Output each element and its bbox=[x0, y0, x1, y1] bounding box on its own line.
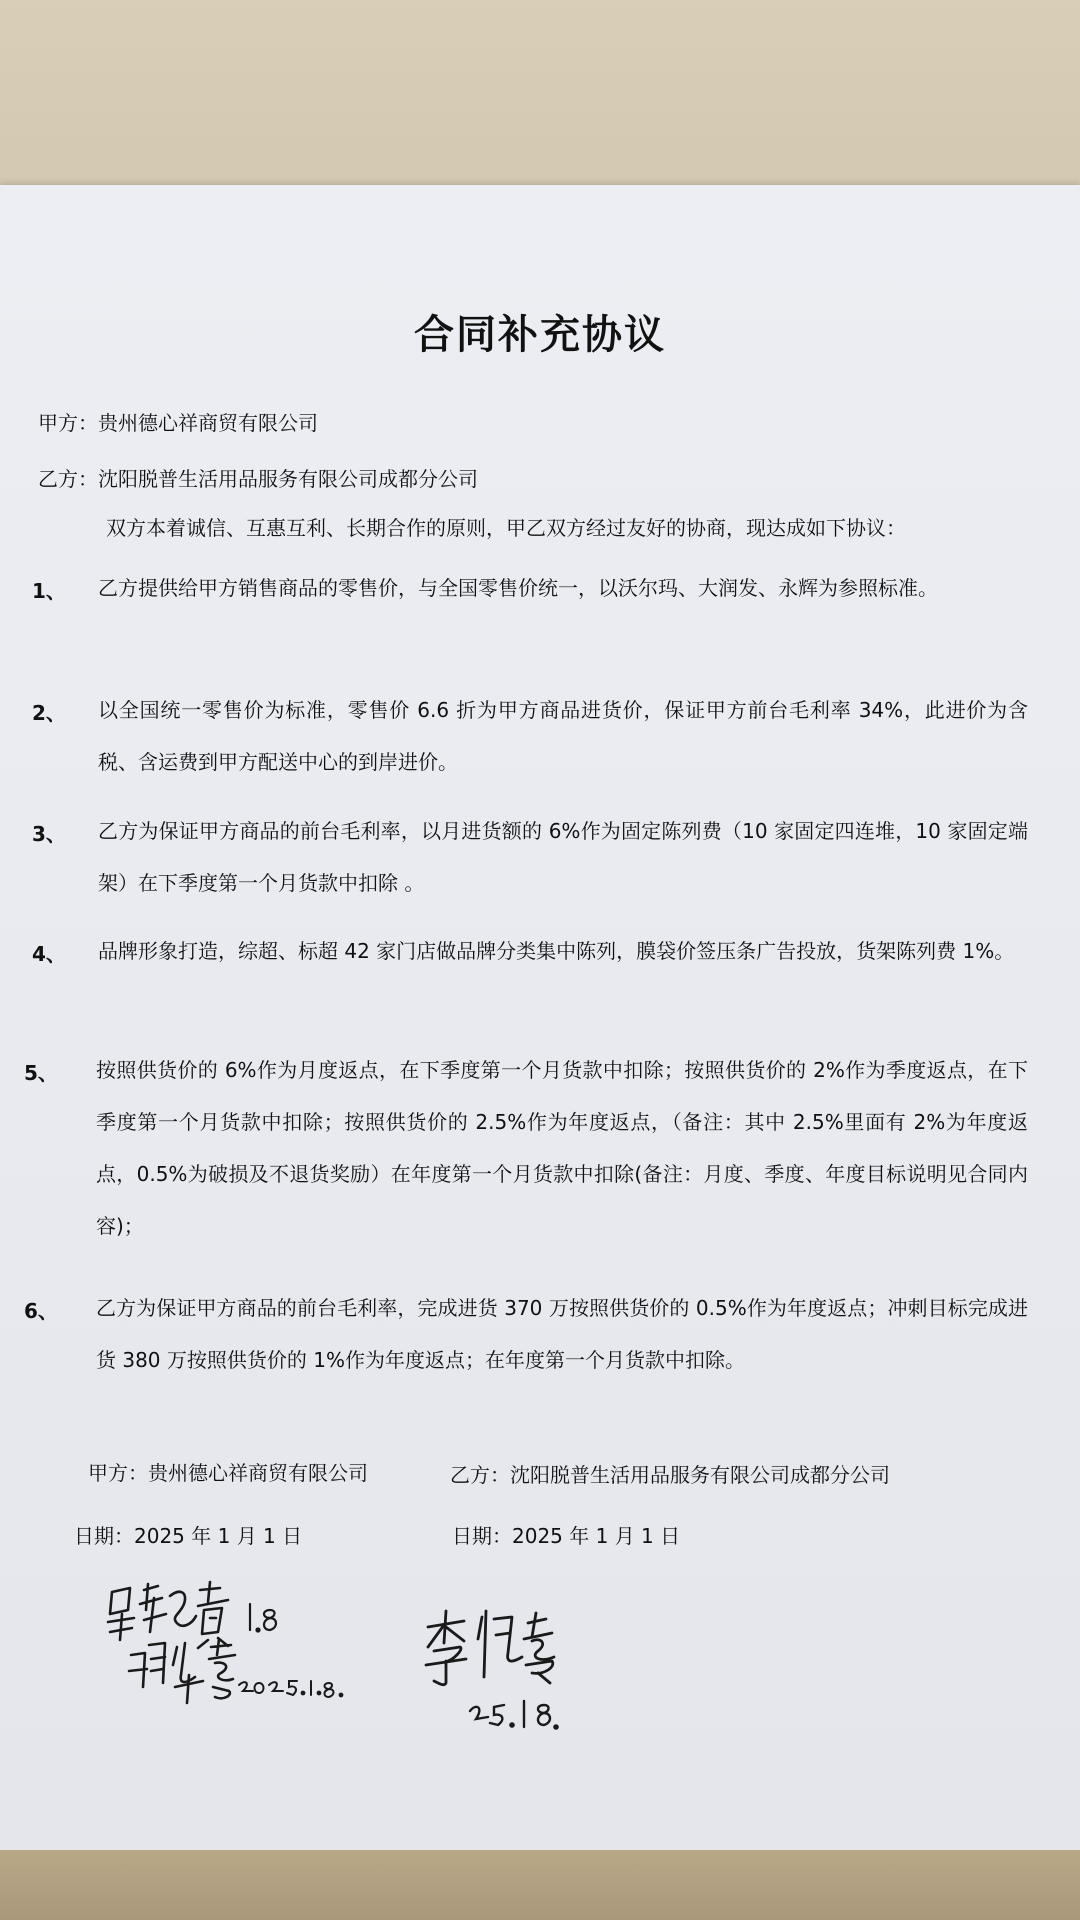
document-page bbox=[0, 185, 1080, 1850]
clause-number: 4、 bbox=[32, 942, 66, 966]
clause-text: 乙方为保证甲方商品的前台毛利率，以月进货额的 6%作为固定陈列费（10 家固定四连堆，10 家固定端架）在下季度第一个月货款中扣除 。 bbox=[98, 819, 1028, 895]
clause-text: 以全国统一零售价为标准，零售价 6.6 折为甲方商品进货价，保证甲方前台毛利率 34%，此进价为含税、含运费到甲方配送中心的到岸进价。 bbox=[98, 698, 1028, 774]
signature-party-b: 乙方：沈阳脱普生活用品服务有限公司成都分公司 bbox=[450, 1463, 890, 1487]
clause-number: 6、 bbox=[24, 1299, 58, 1323]
handwritten-signature-2 bbox=[125, 1625, 355, 1715]
handwritten-signature-3 bbox=[420, 1603, 590, 1753]
party-a-line: 甲方：贵州德心祥商贸有限公司 bbox=[38, 411, 318, 435]
signature-date-b: 日期：2025 年 1 月 1 日 bbox=[452, 1524, 681, 1548]
desk-surface bbox=[0, 1850, 1080, 1920]
clause-text: 品牌形象打造，综超、标超 42 家门店做品牌分类集中陈列，膜袋价签压条广告投放，货架陈列费 1%。 bbox=[98, 939, 1015, 963]
clause-number: 2、 bbox=[32, 701, 66, 725]
intro-paragraph: 双方本着诚信、互惠互利、长期合作的原则，甲乙双方经过友好的协商，现达成如下协议： bbox=[106, 516, 906, 540]
document-title: 合同补充协议 bbox=[414, 312, 666, 358]
signature-party-a: 甲方：贵州德心祥商贸有限公司 bbox=[88, 1461, 368, 1485]
party-b-line: 乙方：沈阳脱普生活用品服务有限公司成都分公司 bbox=[38, 467, 478, 491]
clause-number: 3、 bbox=[32, 822, 66, 846]
clause-text: 乙方提供给甲方销售商品的零售价，与全国零售价统一，以沃尔玛、大润发、永辉为参照标准。 bbox=[98, 576, 938, 600]
signature-date-a: 日期：2025 年 1 月 1 日 bbox=[74, 1524, 303, 1548]
clause-number: 1、 bbox=[32, 579, 66, 603]
clause-number: 5、 bbox=[24, 1061, 58, 1085]
clause-text: 乙方为保证甲方商品的前台毛利率，完成进货 370 万按照供货价的 0.5%作为年度返点；冲刺目标完成进货 380 万按照供货价的 1%作为年度返点；在年度第一个月货款中扣除。 bbox=[96, 1296, 1028, 1372]
clause-text: 按照供货价的 6%作为月度返点，在下季度第一个月货款中扣除；按照供货价的 2%作为季度返点，在下季度第一个月货款中扣除；按照供货价的 2.5%作为年度返点，（备注：其中 2.5%里面有 2%为年度返点，0.5%为破损及不退货奖励）在年度第一个月货款中扣除(备注：月度、季度、年度目标说明见合同内容)； bbox=[96, 1058, 1028, 1238]
